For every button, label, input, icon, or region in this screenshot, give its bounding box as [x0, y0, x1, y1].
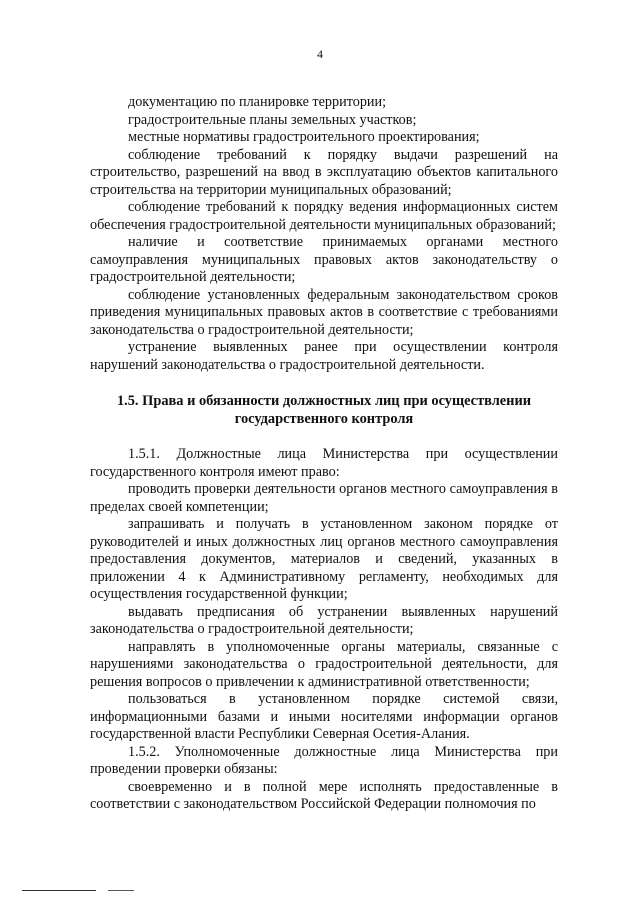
paragraph: направлять в уполномоченные органы материалы, связанные с нарушениями законодательства о градостроительной деятельности, для решения вопросов о привлечении к административной ответственности; — [90, 638, 558, 690]
paragraph: соблюдение требований к порядку выдачи разрешений на строительство, разрешений на ввод в эксплуатацию объектов капитального строительства на территории муниципальных образований; — [90, 146, 558, 198]
document-body — [90, 94, 558, 814]
paragraph: своевременно и в полной мере исполнять предоставленные в соответствии с законодательством Российской Федерации полномочия по — [90, 778, 558, 812]
paragraph: соблюдение установленных федеральным законодательством сроков приведения муниципальных правовых актов в соответствие с требованиями законодательства о градостроительной деятельности; — [90, 286, 558, 338]
paragraph: наличие и соответствие принимаемых органами местного самоуправления муниципальных правовых актов законодательству о градостроительной деятельности; — [90, 234, 558, 285]
page-number: 4 — [317, 47, 323, 61]
footer-rule — [22, 888, 142, 894]
paragraph: местные нормативы градостроительного проектирования; — [128, 129, 480, 145]
paragraph: документацию по планировке территории; — [128, 94, 387, 110]
paragraph: запрашивать и получать в установленном законом порядке от руководителей и иных должностных лиц органов местного самоуправления предоставления документов, материалов и сведений, указанных в приложении 4 к Административному регламенту, необходимых для осуществления государственной функции; — [90, 516, 558, 602]
section-heading: 1.5. Права и обязанности должностных лиц при осуществлении государственного контроля — [116, 393, 532, 427]
paragraph: устранение выявленных ранее при осуществлении контроля нарушений законодательства о градостроительной деятельности. — [90, 339, 558, 373]
paragraph: проводить проверки деятельности органов местного самоуправления в пределах своей компетенции; — [90, 481, 558, 515]
paragraph: градостроительные планы земельных участков; — [128, 111, 417, 128]
footer-rule-left — [22, 890, 96, 891]
paragraph: пользоваться в установленном порядке системой связи, информационными базами и иными носителями информации органов государственной власти Республики Северная Осетия-Алания. — [90, 691, 558, 742]
paragraph: выдавать предписания об устранении выявленных нарушений законодательства о градостроительной деятельности; — [90, 603, 558, 637]
paragraph: 1.5.1. Должностные лица Министерства при осуществлении государственного контроля имеют право: — [90, 446, 558, 480]
paragraph: 1.5.2. Уполномоченные должностные лица Министерства при проведении проверки обязаны: — [90, 743, 558, 777]
footer-rule-right — [108, 890, 134, 891]
paragraph: соблюдение требований к порядку ведения информационных систем обеспечения градостроительной деятельности муниципальных образований; — [90, 199, 558, 233]
